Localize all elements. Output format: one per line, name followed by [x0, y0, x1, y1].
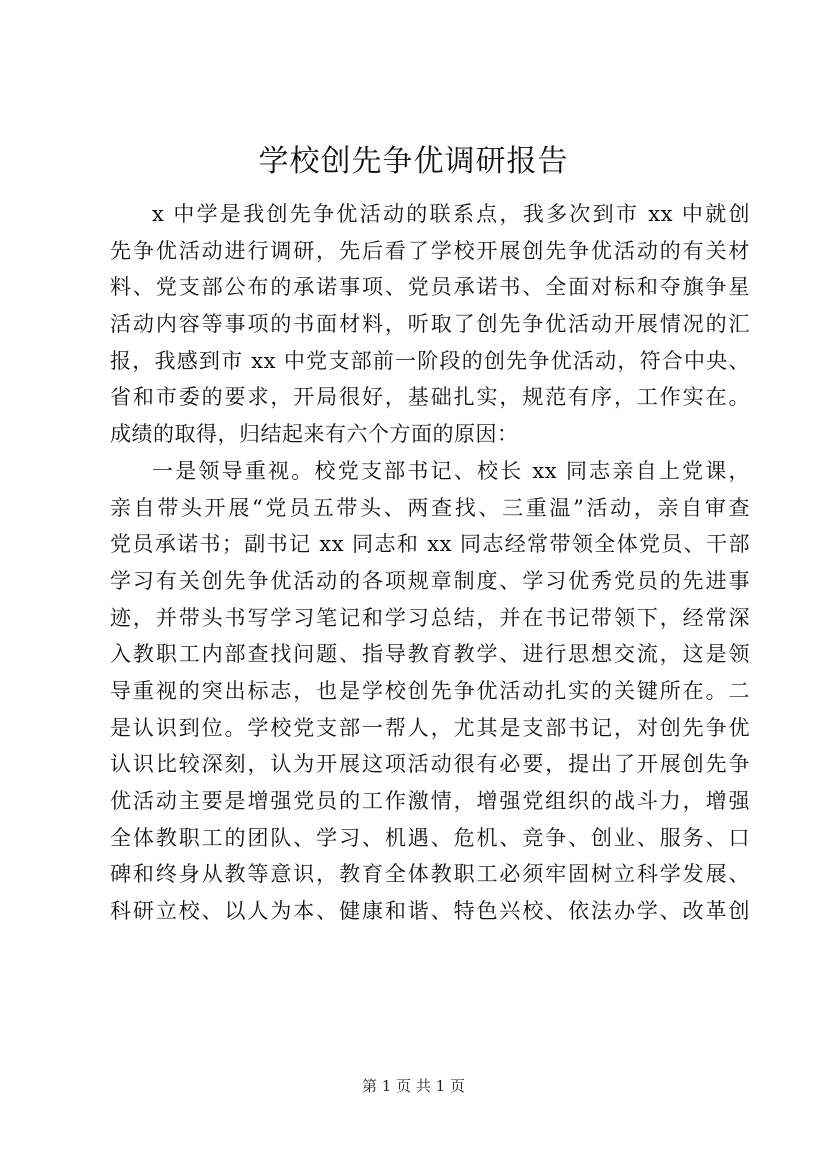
body-line: 迹，并带头书写学习笔记和学习总结，并在书记带领下，经常深 — [110, 605, 750, 630]
document-title: 学校创先争优调研报告 — [258, 144, 569, 179]
body-line: 省和市委的要求，开局很好，基础扎实，规范有序，工作实在。 — [110, 385, 750, 410]
body-line: 全体教职工的团队、学习、机遇、危机、竞争、创业、服务、口 — [110, 825, 750, 850]
body-line: 党员承诺书；副书记 xx 同志和 xx 同志经常带领全体党员、干部 — [110, 532, 750, 557]
body-line: 一是领导重视。校党支部书记、校长 xx 同志亲自上党课， — [152, 458, 750, 483]
body-line: 活动内容等事项的书面材料，听取了创先争优活动开展情况的汇 — [110, 312, 750, 337]
body-line: x 中学是我创先争优活动的联系点，我多次到市 xx 中就创 — [152, 202, 750, 226]
body-line: 碑和终身从教等意识，教育全体教职工必须牢固树立科学发展、 — [110, 862, 750, 887]
body-line: 优活动主要是增强党员的工作激情，增强党组织的战斗力，增强 — [110, 789, 750, 813]
body-line: 入教职工内部查找问题、指导教育教学、进行思想交流，这是领 — [110, 642, 750, 667]
body-line: 先争优活动进行调研，先后看了学校开展创先争优活动的有关材 — [110, 238, 750, 263]
body-line: 亲自带头开展“党员五带头、两查找、三重温”活动，亲自审查 — [110, 495, 750, 520]
body-line: 成绩的取得，归结起来有六个方面的原因： — [110, 422, 519, 447]
body-line: 是认识到位。学校党支部一帮人，尤其是支部书记，对创先争优 — [110, 715, 750, 740]
body-line: 导重视的突出标志，也是学校创先争优活动扎实的关键所在。二 — [110, 678, 750, 703]
document-body — [110, 196, 750, 930]
body-line: 料、党支部公布的承诺事项、党员承诺书、全面对标和夺旗争星 — [110, 275, 750, 300]
body-line: 认识比较深刻，认为开展这项活动很有必要，提出了开展创先争 — [110, 752, 750, 777]
page-footer: 第 1 页 共 1 页 — [362, 1077, 465, 1095]
body-line: 报，我感到市 xx 中党支部前一阶段的创先争优活动，符合中央、 — [110, 348, 750, 373]
body-line: 科研立校、以人为本、健康和谐、特色兴校、依法办学、改革创 — [110, 899, 750, 924]
body-line: 学习有关创先争优活动的各项规章制度、学习优秀党员的先进事 — [110, 568, 750, 593]
